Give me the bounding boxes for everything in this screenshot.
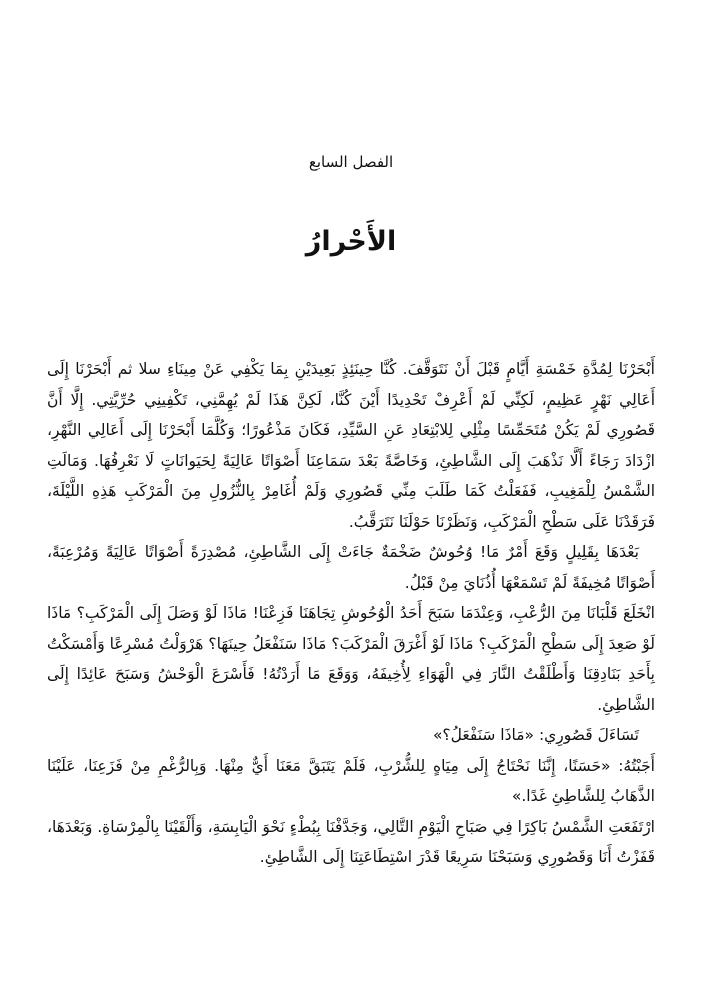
- paragraph: أَجَبْتُهُ: «حَسَنًا، إِنَّنَا نَحْتَاجُ إِلَى مِيَاهٍ لِلشُّرْبِ، فَلَمْ يَتَبَقَّ مَعَنَا أَيٌّ مِنْهَا. وَبِالرُّغْمِ مِنْ فَزَعِنَا، عَلَيْنَا الذَّهَابُ لِلشَّاطِئِ غَدًا.»: [47, 756, 655, 805]
- chapter-title: الأَحْرارُ: [305, 226, 397, 257]
- paragraph: تَسَاءَلَ قَصُورِي: «مَاذَا سَنَفْعَلُ؟»: [432, 726, 639, 744]
- paragraph: أَبْحَرْنَا لِمُدَّةِ خَمْسَةِ أَيَّامٍ قَبْلَ أَنْ نَتَوَقَّفَ. كُنَّا حِينَئِذٍ بَعِيدَيْنِ بِمَا يَكْفِي عَنْ مِينَاءِ سلا ثم أَبْحَرْنَا إِلَى أَعَالِي نَهْرٍ عَظِيمٍ، لَكِنِّي لَمْ أَعْرِفْ تَحْدِيدًا أَيْنَ كُنَّا، لَكِنَّ هَذَا لَمْ يُهِمَّنِي، تَكْفِينِي حُرِّيَّتِي. إِلَّا أَنَّ قَصُورِي لَمْ يَكُنْ مُتَحَمِّسًا مِثْلِي لِلابْتِعَادِ عَنِ السَّيِّدِ، فَكَانَ مَذْعُورًا؛ وَكُلَّمَا أَبْحَرْنَا إِلَى أَعَالِي النَّهْرِ، ازْدَادَ رَجَاءً أَلَّا نَذْهَبَ إِلَى الشَّاطِئِ، وَخَاصَّةً بَعْدَ سَمَاعِنَا أَصْوَاتًا عَالِيَةً لِحَيَوانَاتٍ لَا نَعْرِفُهَا. وَمَالَتِ الشَّمْسُ لِلْمَغِيبِ، فَفَعَلْتُ كَمَا طَلَبَ مِنِّي قَصُورِي وَلَمْ أُغَامِرْ بِالنُّزُولِ مِنَ الْمَرْكَبِ هَذِهِ اللَّيْلَةَ، فَرَقَدْنَا عَلَى سَطْحِ الْمَرْكَبِ، وَنَظَرْنَا حَوْلَنَا نَتَرَقَّبُ.: [47, 360, 655, 531]
- chapter-body: [47, 354, 655, 873]
- paragraph: انْخَلَعَ قَلْبَانَا مِنَ الرُّعْبِ، وَعِنْدَمَا سَبَحَ أَحَدُ الْوُحُوشِ تِجَاهَنَا فَزِعْنَا! مَاذَا لَوْ وَصَلَ إِلَى الْمَرْكَبِ؟ مَاذَا لَوْ صَعِدَ إِلَى سَطْحِ الْمَرْكَبِ؟ مَاذَا لَوْ أَغْرَقَ الْمَرْكَبَ؟ مَاذَا سَنَفْعَلُ حِينَهَا؟ هَرْوَلْتُ مُسْرِعًا وَأَمْسَكْتُ بِأَحَدِ بَنَادِقِنَا وَأَطْلَقْتُ النَّارَ فِي الْهَوَاءِ لِأُخِيفَهُ، وَوَقَعَ مَا أَرَدْتُهُ! فَأَسْرَعَ الْوَحْشُ وَسَبَحَ عَائِدًا إِلَى الشَّاطِئِ.: [47, 604, 655, 714]
- paragraph: ارْتَفَعَتِ الشَّمْسُ بَاكِرًا فِي صَبَاحِ الْيَوْمِ التَّالِي، وَجَدَّفْنَا بِبُطْءٍ نَحْوَ الْيَابِسَةِ، وَأَلْقَيْنَا بِالْمِرْسَاةِ. وَبَعْدَهَا، قَفَزْتُ أَنَا وَقَصُورِي وَسَبَحْنَا سَرِيعًا قَدْرَ اسْتِطَاعَتِنَا إِلَى الشَّاطِئِ.: [47, 817, 655, 866]
- chapter-number: الفصل السابع: [308, 153, 394, 171]
- paragraph: بَعْدَهَا بِقَلِيلٍ وَقَعَ أَمْرٌ مَا! وُحُوشٌ ضَخْمَةٌ جَاءَتْ إِلَى الشَّاطِئِ، مُصْدِرَةً أَصْوَاتًا عَالِيَةً وَمُرْعِبَةً، أَصْوَاتًا مُخِيفَةً لَمْ تَسْمَعْهَا أُذُنَايَ مِنْ قَبْلُ.: [47, 543, 655, 592]
